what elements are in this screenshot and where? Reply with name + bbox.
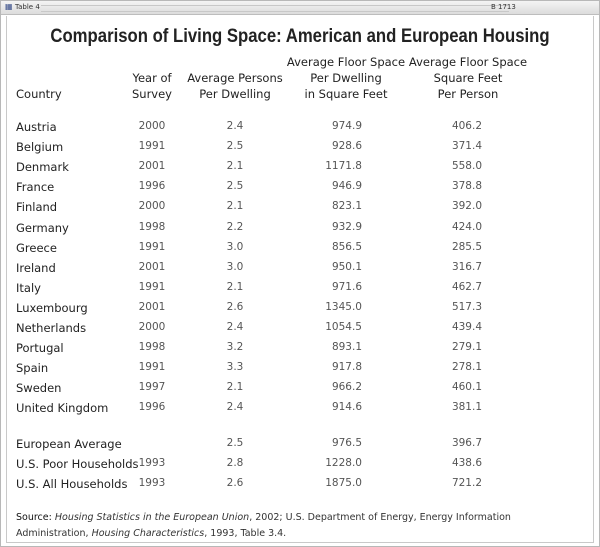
cell-year: 1998: [138, 220, 166, 233]
cell-year: 2000: [138, 321, 166, 333]
cell-floor-space: 856.5: [331, 240, 362, 253]
cell-floor-space: 823.1: [331, 200, 362, 213]
header-floor-space: Average Floor Space Per Dwelling in Square Feet: [286, 55, 406, 101]
cell-year: 2001: [138, 160, 166, 173]
cell-persons: 2.4: [226, 401, 244, 414]
table-row: [0, 361, 600, 381]
header-year: Year of Survey: [131, 71, 172, 101]
cell-year: 1997: [138, 381, 166, 394]
cell-per-person: 406.2: [451, 120, 482, 132]
table-row: [0, 180, 600, 200]
cell-year: 1996: [138, 401, 166, 414]
header-country: Country: [16, 87, 62, 101]
cell-floor-space: 966.2: [331, 381, 362, 394]
cell-year: 1993: [138, 457, 166, 470]
header-persons: Average Persons Per Dwelling: [187, 71, 283, 101]
cell-country: Belgium: [16, 140, 64, 155]
cell-persons: 2.1: [226, 200, 244, 213]
title-bar: [1, 1, 599, 15]
cell-floor-space: 1054.5: [325, 321, 362, 333]
cell-year: 1996: [138, 180, 166, 193]
cell-per-person: 558.0: [451, 160, 482, 173]
cell-per-person: 285.5: [451, 240, 482, 253]
cell-per-person: 517.3: [451, 300, 482, 313]
cell-year: 1993: [138, 477, 166, 490]
cell-persons: 3.3: [226, 361, 244, 374]
cell-floor-space: 932.9: [331, 220, 362, 233]
cell-country: France: [16, 180, 55, 195]
cell-persons: 2.6: [226, 300, 244, 313]
cell-floor-space: 1345.0: [325, 300, 362, 313]
cell-year: 2001: [138, 260, 166, 273]
cell-floor-space: 928.6: [331, 140, 362, 153]
cell-per-person: 424.0: [451, 220, 482, 233]
source-label: Source:: [16, 512, 52, 523]
cell-country: Denmark: [16, 160, 69, 175]
cell-per-person: 371.4: [451, 140, 482, 153]
table-row: [0, 457, 600, 477]
table-row: [0, 261, 600, 281]
document-code: B 1713: [491, 3, 516, 11]
cell-country: U.S. All Households: [16, 477, 128, 492]
table-row: [0, 221, 600, 241]
table-row: [0, 140, 600, 160]
cell-country: Italy: [16, 280, 41, 295]
source-note: [16, 510, 586, 542]
cell-persons: 3.0: [226, 260, 244, 273]
table-row: [0, 437, 600, 457]
cell-country: Portugal: [16, 341, 64, 356]
cell-per-person: 396.7: [451, 437, 482, 449]
cell-country: Ireland: [16, 260, 56, 275]
source-text-2: , 1993, Table 3.4.: [204, 528, 287, 539]
cell-persons: 2.5: [226, 437, 244, 449]
cell-floor-space: 976.5: [331, 437, 362, 449]
cell-per-person: 439.4: [451, 321, 482, 333]
table-row: [0, 477, 600, 497]
cell-per-person: 279.1: [451, 341, 482, 354]
header-per-person: Average Floor Space Square Feet Per Person: [408, 55, 528, 101]
cell-per-person: 392.0: [451, 200, 482, 213]
cell-persons: 3.2: [226, 341, 244, 354]
cell-per-person: 462.7: [451, 280, 482, 293]
table-row: [0, 321, 600, 341]
cell-country: United Kingdom: [16, 401, 109, 416]
cell-country: Sweden: [16, 381, 62, 396]
cell-persons: 2.8: [226, 457, 244, 470]
cell-country: Germany: [16, 220, 69, 235]
cell-floor-space: 893.1: [331, 341, 362, 354]
table-row: [0, 281, 600, 301]
cell-floor-space: 1171.8: [325, 160, 362, 173]
cell-floor-space: 971.6: [331, 280, 362, 293]
cell-country: Finland: [16, 200, 58, 215]
table-row: [0, 241, 600, 261]
cell-year: 1991: [138, 280, 166, 293]
cell-year: 2000: [138, 120, 166, 132]
cell-persons: 2.6: [226, 477, 244, 490]
table-row: [0, 401, 600, 421]
source-text-1: , 2002; U.S. Department of Energy, Energy Information Administration,: [16, 512, 511, 539]
cell-persons: 2.1: [226, 381, 244, 394]
source-title-2: Housing Characteristics: [91, 528, 205, 539]
cell-floor-space: 1228.0: [325, 457, 362, 470]
table-row: [0, 341, 600, 361]
cell-persons: 2.5: [226, 180, 244, 193]
cell-year: 2001: [138, 300, 166, 313]
table-row: [0, 381, 600, 401]
cell-floor-space: 1875.0: [325, 477, 362, 490]
cell-persons: 2.1: [226, 280, 244, 293]
cell-per-person: 278.1: [451, 361, 482, 374]
title-bar-stripes: [41, 5, 509, 12]
cell-country: Greece: [16, 240, 57, 255]
table-row: [0, 160, 600, 180]
cell-country: U.S. Poor Households: [16, 457, 139, 472]
table-icon: ▦: [5, 2, 13, 11]
tab-label: Table 4: [15, 3, 40, 11]
cell-per-person: 378.8: [451, 180, 482, 193]
cell-floor-space: 974.9: [331, 120, 362, 132]
cell-persons: 2.5: [226, 140, 244, 153]
cell-country: Spain: [16, 361, 49, 376]
table-row: [0, 200, 600, 220]
cell-persons: 3.0: [226, 240, 244, 253]
cell-year: 1998: [138, 341, 166, 354]
cell-year: 1991: [138, 240, 166, 253]
cell-floor-space: 946.9: [331, 180, 362, 193]
table-row: [0, 120, 600, 140]
cell-country: Luxembourg: [16, 300, 88, 315]
cell-country: Netherlands: [16, 321, 87, 335]
cell-country: Austria: [16, 120, 57, 134]
cell-persons: 2.1: [226, 160, 244, 173]
cell-floor-space: 917.8: [331, 361, 362, 374]
table-row: [0, 301, 600, 321]
source-title-1: Housing Statistics in the European Union: [54, 512, 250, 523]
cell-floor-space: 914.6: [331, 401, 362, 414]
cell-year: 1991: [138, 361, 166, 374]
cell-year: 2000: [138, 200, 166, 213]
cell-per-person: 438.6: [451, 457, 482, 470]
table-title: Comparison of Living Space: American and European Housing: [50, 26, 550, 47]
cell-persons: 2.4: [226, 321, 244, 333]
cell-persons: 2.2: [226, 220, 244, 233]
cell-per-person: 460.1: [451, 381, 482, 394]
cell-per-person: 316.7: [451, 260, 482, 273]
cell-year: 1991: [138, 140, 166, 153]
cell-persons: 2.4: [226, 120, 244, 132]
cell-country: European Average: [16, 437, 122, 451]
cell-per-person: 381.1: [451, 401, 482, 414]
cell-floor-space: 950.1: [331, 260, 362, 273]
cell-per-person: 721.2: [451, 477, 482, 490]
